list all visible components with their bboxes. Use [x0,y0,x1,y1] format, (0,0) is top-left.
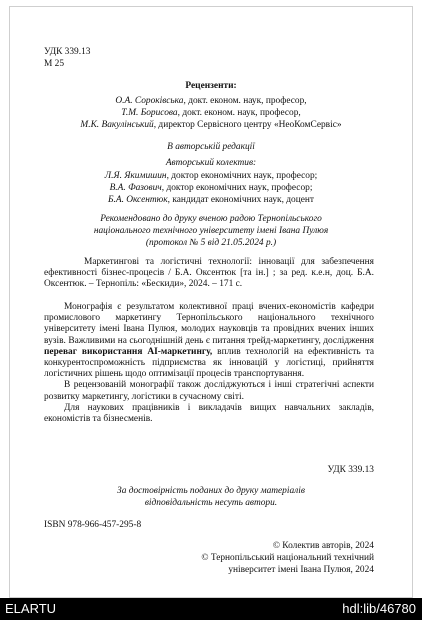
recommendation-line: (протокол № 5 від 21.05.2024 р.) [145,238,277,248]
recommendation-line: Рекомендовано до друку вченою радою Тернопільського [100,214,322,224]
authors-title: Авторський колектив: [165,158,257,168]
author-role: , кандидат економічних наук, доцент [167,195,315,205]
reviewer-name: О.А. Сороківська [115,96,184,106]
repository-name: ELARTU [5,601,57,616]
reviewer-role: , директор Сервісного центру «НеоКомСервіс» [153,120,342,130]
copyright-line: © Тернопільський національний технічний [201,553,374,563]
catalog-index: М 25 [44,59,65,69]
author-name: В.А. Фазович [109,183,162,193]
responsibility-line: відповідальність несуть автори. [144,498,278,508]
reviewer-line [0,96,422,107]
recommendation-line: національного технічного університету імені Івана Пулюя [93,226,329,236]
reviewer-name: Т.М. Борисова [121,108,178,118]
author-name: Б.А. Оксентюк [107,195,168,205]
abstract-paragraph: В рецензованій монографії також досліджуються і інші стратегічні аспекти розвитку маркетингу, логістики в сучасному світі. [44,380,374,402]
author-line [0,183,422,194]
reviewer-name: М.К. Вакулінський [80,120,154,130]
abstract-paragraph: Для наукових працівників і викладачів вищих навчальних закладів, економістів та бізнесменів. [44,402,374,425]
author-role: , доктор економічних наук, професор; [166,171,318,181]
responsibility-line: За достовірність поданих до друку матеріалів [117,486,305,496]
abstract-bold: переваг використання AI-маркетингу, [44,346,213,357]
copyright-line: © Колектив авторів, 2024 [272,541,374,551]
udc-code: УДК 339.13 [44,47,91,57]
reviewer-role: , докт. економ. наук, професор, [177,108,301,118]
reviewer-line [0,120,422,131]
citation [44,257,374,291]
abstract-text: Монографія є результатом колективної праці вчених-економістів кафедри промислового маркетингу Тернопільського національного технічного університету імені Івана Пулюя, молодих науковців та провідних вчених інших вузів. Важливими на сьогоднішній день є питання трейд-маркетингу, дослідження [44,302,374,346]
author-name: Л.Я. Якимишин [104,171,167,181]
author-role: , доктор економічних наук, професор; [161,183,313,193]
author-line [0,171,422,182]
footer-bar [0,598,422,620]
handle-id: hdl:lib/46780 [342,601,416,616]
reviewer-role: , докт. економ. наук, професор, [183,96,307,106]
edition-note: В авторській редакції [167,142,255,152]
abstract-paragraph [44,302,374,380]
citation-text: Маркетингові та логістичні технології: інновації для забезпечення ефективності бізнес-процесів / Б.А. Оксентюк [та ін.] ; за ред. к.е.н, доц. Б.А. Оксентюк. – Тернопіль: «Бескиди», 2024. – 171 с. [44,257,374,290]
udc-bottom: УДК 339.13 [327,465,374,475]
copyright-line: університет імені Івана Пулюя, 2024 [228,565,374,575]
abstract-text: вплив технологій на ефективність та конкурентоспроможність підприємства як інновацій у логістиці, прийняття логістичних рішень щодо оптимізації процесів транспортування. [44,346,374,380]
reviewer-line [0,108,422,119]
isbn: ISBN 978-966-457-295-8 [44,520,142,530]
abstract [44,302,374,425]
author-line [0,195,422,206]
reviewers-title: Рецензенти: [185,81,237,91]
